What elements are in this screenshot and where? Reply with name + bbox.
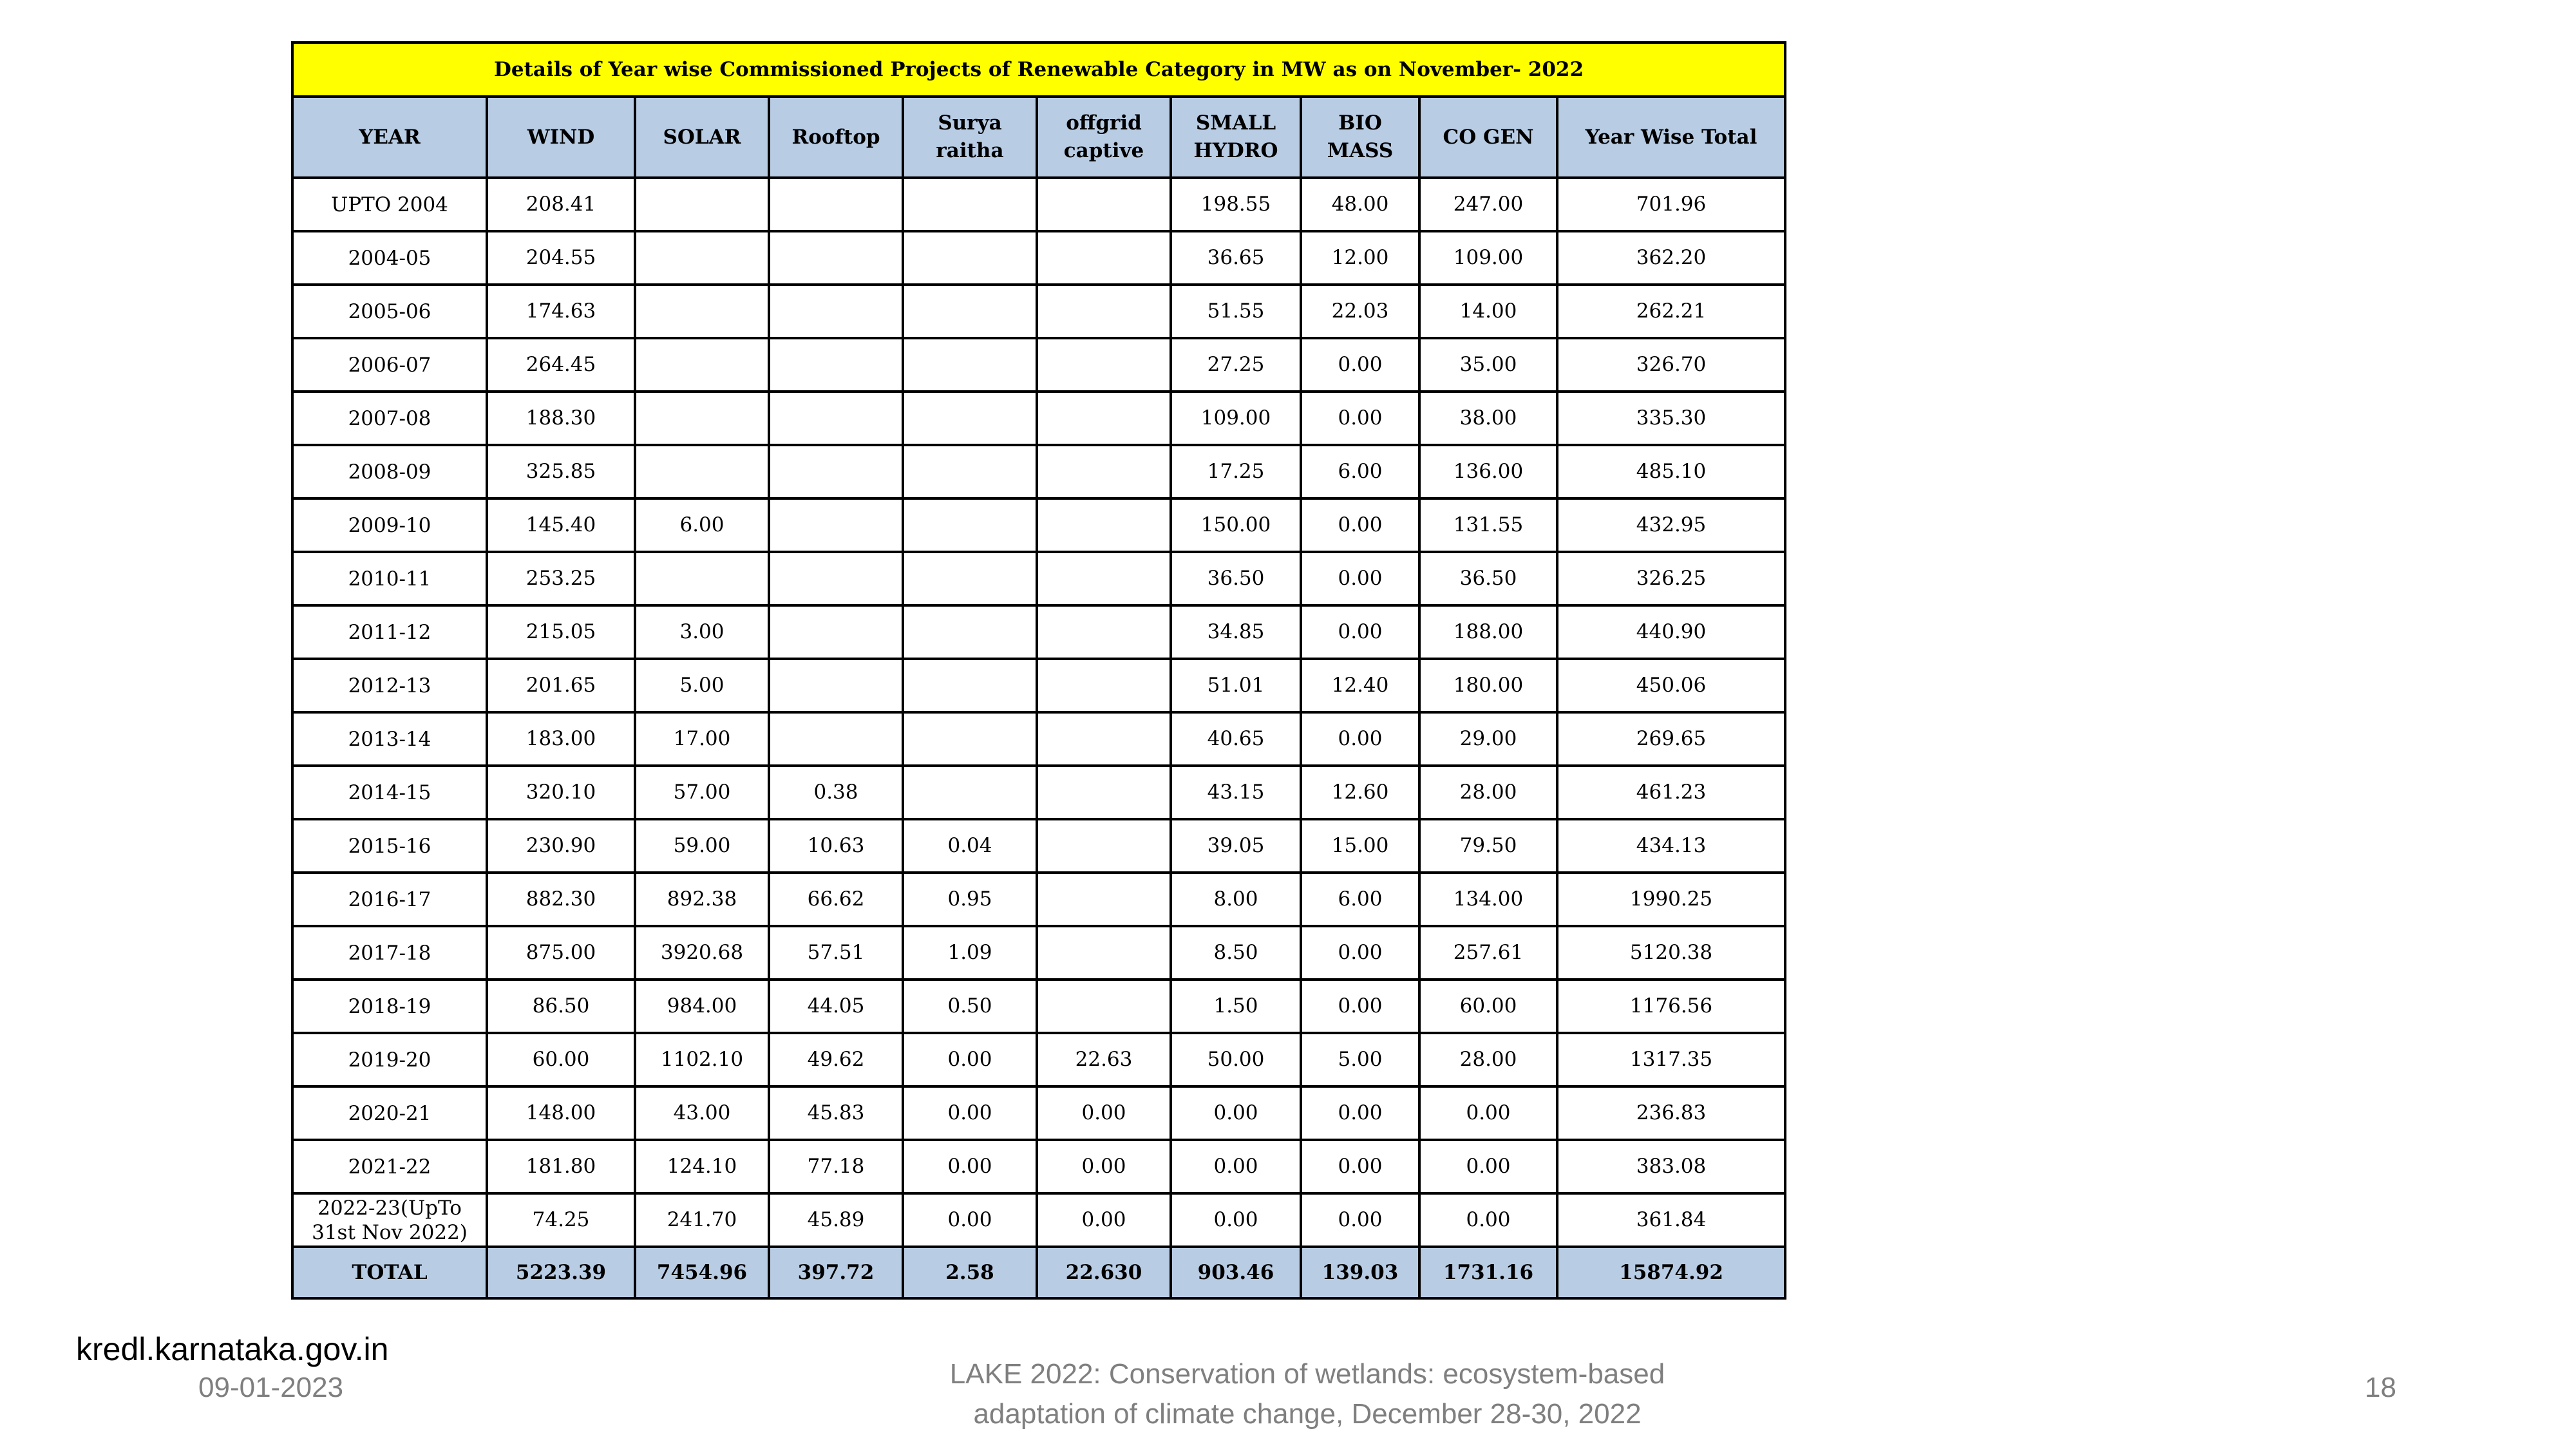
table-cell: 241.70: [635, 1193, 769, 1247]
table-cell: 0.00: [1037, 1140, 1171, 1193]
table-cell: 0.00: [1037, 1193, 1171, 1247]
table-cell: [903, 605, 1037, 659]
table-cell: 0.95: [903, 873, 1037, 926]
table-row: [292, 552, 1785, 605]
renewable-projects-table: [291, 41, 1786, 1300]
table-cell: 0.00: [1419, 1140, 1557, 1193]
table-cell: [769, 605, 903, 659]
table-cell: 257.61: [1419, 926, 1557, 980]
table-cell: 134.00: [1419, 873, 1557, 926]
table-cell: [903, 552, 1037, 605]
table-cell: [1037, 338, 1171, 392]
table-cell: 10.63: [769, 819, 903, 873]
table-cell: [903, 712, 1037, 766]
table-cell: [903, 659, 1037, 712]
table-row: [292, 1033, 1785, 1086]
table-cell: 14.00: [1419, 285, 1557, 338]
table-cell: 36.65: [1171, 231, 1301, 285]
table-row: [292, 873, 1785, 926]
table-cell: 51.55: [1171, 285, 1301, 338]
table-cell: 0.00: [1301, 552, 1419, 605]
table-cell: 181.80: [487, 1140, 635, 1193]
column-header-year-wise-total: Year Wise Total: [1557, 97, 1785, 178]
column-header-year: YEAR: [292, 97, 487, 178]
table-title: Details of Year wise Commissioned Projects of Renewable Category in MW as on November- 2022: [292, 43, 1785, 97]
table-cell: [1037, 819, 1171, 873]
table-cell: 0.00: [1301, 338, 1419, 392]
table-cell: [1037, 498, 1171, 552]
table-cell: 1990.25: [1557, 873, 1785, 926]
table-cell: 0.50: [903, 980, 1037, 1033]
year-cell: 2006-07: [292, 338, 487, 392]
table-cell: 335.30: [1557, 392, 1785, 445]
column-header-bio-mass: BIO MASS: [1301, 97, 1419, 178]
table-cell: 882.30: [487, 873, 635, 926]
table-cell: 201.65: [487, 659, 635, 712]
table-cell: 6.00: [1301, 873, 1419, 926]
table-cell: [903, 338, 1037, 392]
year-cell: 2009-10: [292, 498, 487, 552]
table-cell: 5.00: [635, 659, 769, 712]
table-cell: 12.40: [1301, 659, 1419, 712]
table-cell: 45.89: [769, 1193, 903, 1247]
table-cell: 440.90: [1557, 605, 1785, 659]
table-cell: 262.21: [1557, 285, 1785, 338]
table-cell: 198.55: [1171, 178, 1301, 231]
table-cell: [903, 392, 1037, 445]
table-cell: 0.00: [1301, 1193, 1419, 1247]
year-cell: 2008-09: [292, 445, 487, 498]
table-cell: 0.00: [1301, 498, 1419, 552]
table-cell: [1037, 766, 1171, 819]
table-cell: 0.00: [903, 1086, 1037, 1140]
table-cell: 60.00: [487, 1033, 635, 1086]
table-cell: [769, 178, 903, 231]
table-cell: 361.84: [1557, 1193, 1785, 1247]
table-cell: [769, 712, 903, 766]
total-row: [292, 1247, 1785, 1298]
table-cell: 0.00: [903, 1033, 1037, 1086]
table-cell: 383.08: [1557, 1140, 1785, 1193]
table-cell: 0.00: [1301, 1140, 1419, 1193]
total-cell: 397.72: [769, 1247, 903, 1298]
table-cell: [903, 231, 1037, 285]
year-cell: 2011-12: [292, 605, 487, 659]
table-cell: 36.50: [1171, 552, 1301, 605]
table-cell: 236.83: [1557, 1086, 1785, 1140]
table-cell: 434.13: [1557, 819, 1785, 873]
table-row: [292, 766, 1785, 819]
table-row: [292, 338, 1785, 392]
table-cell: 148.00: [487, 1086, 635, 1140]
table-cell: [635, 445, 769, 498]
table-cell: 215.05: [487, 605, 635, 659]
table-cell: 0.00: [1301, 392, 1419, 445]
table-cell: [1037, 445, 1171, 498]
table-cell: 17.25: [1171, 445, 1301, 498]
page-number: 18: [2365, 1372, 2396, 1403]
table-cell: 326.70: [1557, 338, 1785, 392]
column-header-offgrid-captive: offgrid captive: [1037, 97, 1171, 178]
table-row: [292, 178, 1785, 231]
table-cell: [1037, 980, 1171, 1033]
footer-caption: LAKE 2022: Conservation of wetlands: ecosystem-based adaptation of climate change, December 28-30, 2022: [949, 1358, 1665, 1430]
year-cell: 2019-20: [292, 1033, 487, 1086]
table-cell: 0.00: [903, 1140, 1037, 1193]
table-cell: 0.00: [1037, 1086, 1171, 1140]
table-cell: 5120.38: [1557, 926, 1785, 980]
slide-date: 09-01-2023: [198, 1372, 344, 1403]
table-cell: [769, 231, 903, 285]
total-cell: 22.630: [1037, 1247, 1171, 1298]
table-cell: 0.38: [769, 766, 903, 819]
table-cell: 12.00: [1301, 231, 1419, 285]
table-cell: 51.01: [1171, 659, 1301, 712]
table-cell: 0.00: [1171, 1140, 1301, 1193]
table-cell: 35.00: [1419, 338, 1557, 392]
table-cell: 8.00: [1171, 873, 1301, 926]
table-cell: 264.45: [487, 338, 635, 392]
renewable-projects-table-container: [291, 41, 1784, 1300]
table-cell: 1102.10: [635, 1033, 769, 1086]
table-cell: 59.00: [635, 819, 769, 873]
table-cell: 86.50: [487, 980, 635, 1033]
table-cell: [1037, 659, 1171, 712]
table-cell: 43.00: [635, 1086, 769, 1140]
table-row: [292, 605, 1785, 659]
table-cell: 27.25: [1171, 338, 1301, 392]
table-cell: [1037, 605, 1171, 659]
table-cell: 57.00: [635, 766, 769, 819]
year-cell: 2021-22: [292, 1140, 487, 1193]
total-cell: 2.58: [903, 1247, 1037, 1298]
table-cell: 3.00: [635, 605, 769, 659]
column-header-surya-raitha: Surya raitha: [903, 97, 1037, 178]
table-cell: 34.85: [1171, 605, 1301, 659]
table-cell: 320.10: [487, 766, 635, 819]
table-cell: 3920.68: [635, 926, 769, 980]
table-cell: [635, 392, 769, 445]
table-cell: 74.25: [487, 1193, 635, 1247]
table-cell: [635, 231, 769, 285]
column-header-wind: WIND: [487, 97, 635, 178]
table-cell: [769, 338, 903, 392]
table-cell: 326.25: [1557, 552, 1785, 605]
table-cell: [635, 338, 769, 392]
total-cell: 7454.96: [635, 1247, 769, 1298]
table-cell: 8.50: [1171, 926, 1301, 980]
table-cell: 49.62: [769, 1033, 903, 1086]
total-cell: 903.46: [1171, 1247, 1301, 1298]
year-cell: 2014-15: [292, 766, 487, 819]
table-row: [292, 1086, 1785, 1140]
year-cell: 2022-23(UpTo 31st Nov 2022): [292, 1193, 487, 1247]
table-cell: 204.55: [487, 231, 635, 285]
table-cell: 60.00: [1419, 980, 1557, 1033]
table-cell: 6.00: [1301, 445, 1419, 498]
total-cell: 139.03: [1301, 1247, 1419, 1298]
table-cell: [903, 285, 1037, 338]
table-cell: 183.00: [487, 712, 635, 766]
table-cell: 6.00: [635, 498, 769, 552]
total-cell: TOTAL: [292, 1247, 487, 1298]
table-cell: 188.00: [1419, 605, 1557, 659]
table-cell: 432.95: [1557, 498, 1785, 552]
table-cell: 247.00: [1419, 178, 1557, 231]
table-cell: 0.00: [1301, 712, 1419, 766]
year-cell: 2018-19: [292, 980, 487, 1033]
total-cell: 5223.39: [487, 1247, 635, 1298]
table-cell: 362.20: [1557, 231, 1785, 285]
table-cell: [1037, 285, 1171, 338]
column-header-solar: SOLAR: [635, 97, 769, 178]
table-row: [292, 1140, 1785, 1193]
total-cell: 1731.16: [1419, 1247, 1557, 1298]
table-cell: [903, 178, 1037, 231]
table-cell: 39.05: [1171, 819, 1301, 873]
total-cell: 15874.92: [1557, 1247, 1785, 1298]
table-cell: [769, 392, 903, 445]
table-cell: 79.50: [1419, 819, 1557, 873]
table-cell: 40.65: [1171, 712, 1301, 766]
column-header-rooftop: Rooftop: [769, 97, 903, 178]
year-cell: 2012-13: [292, 659, 487, 712]
table-cell: 28.00: [1419, 766, 1557, 819]
table-cell: 208.41: [487, 178, 635, 231]
table-cell: 124.10: [635, 1140, 769, 1193]
table-cell: 0.00: [1301, 1086, 1419, 1140]
table-cell: [903, 445, 1037, 498]
table-cell: [1037, 392, 1171, 445]
table-cell: [1037, 552, 1171, 605]
table-cell: 269.65: [1557, 712, 1785, 766]
header-row: [292, 97, 1785, 178]
table-cell: 485.10: [1557, 445, 1785, 498]
table-cell: [903, 766, 1037, 819]
table-cell: 22.03: [1301, 285, 1419, 338]
table-cell: 12.60: [1301, 766, 1419, 819]
table-row: [292, 231, 1785, 285]
website-url: kredl.karnataka.gov.in: [76, 1331, 389, 1367]
table-cell: 17.00: [635, 712, 769, 766]
table-cell: 701.96: [1557, 178, 1785, 231]
table-cell: [1037, 873, 1171, 926]
table-cell: 1.50: [1171, 980, 1301, 1033]
table-cell: 0.00: [1301, 926, 1419, 980]
column-header-small-hydro: SMALL HYDRO: [1171, 97, 1301, 178]
table-cell: 48.00: [1301, 178, 1419, 231]
table-cell: 984.00: [635, 980, 769, 1033]
table-cell: 77.18: [769, 1140, 903, 1193]
table-body: [292, 178, 1785, 1247]
table-row: [292, 926, 1785, 980]
table-cell: 1176.56: [1557, 980, 1785, 1033]
table-cell: 0.00: [1419, 1086, 1557, 1140]
year-cell: UPTO 2004: [292, 178, 487, 231]
table-cell: [635, 178, 769, 231]
table-cell: 230.90: [487, 819, 635, 873]
table-cell: 0.00: [1171, 1086, 1301, 1140]
table-cell: 1.09: [903, 926, 1037, 980]
table-cell: 180.00: [1419, 659, 1557, 712]
table-cell: 44.05: [769, 980, 903, 1033]
table-cell: 28.00: [1419, 1033, 1557, 1086]
table-cell: 0.00: [903, 1193, 1037, 1247]
table-cell: [769, 552, 903, 605]
table-cell: 36.50: [1419, 552, 1557, 605]
table-cell: 325.85: [487, 445, 635, 498]
table-cell: [1037, 231, 1171, 285]
table-cell: 57.51: [769, 926, 903, 980]
table-cell: [769, 659, 903, 712]
year-cell: 2016-17: [292, 873, 487, 926]
year-cell: 2020-21: [292, 1086, 487, 1140]
table-cell: [1037, 178, 1171, 231]
table-cell: 461.23: [1557, 766, 1785, 819]
year-cell: 2010-11: [292, 552, 487, 605]
table-cell: 0.04: [903, 819, 1037, 873]
table-cell: 0.00: [1301, 605, 1419, 659]
table-cell: [635, 285, 769, 338]
table-cell: [903, 498, 1037, 552]
table-cell: [769, 498, 903, 552]
table-cell: 875.00: [487, 926, 635, 980]
table-cell: 15.00: [1301, 819, 1419, 873]
table-cell: 145.40: [487, 498, 635, 552]
table-cell: 45.83: [769, 1086, 903, 1140]
table-cell: 1317.35: [1557, 1033, 1785, 1086]
table-cell: 43.15: [1171, 766, 1301, 819]
table-cell: 0.00: [1419, 1193, 1557, 1247]
table-cell: 22.63: [1037, 1033, 1171, 1086]
table-row: [292, 1193, 1785, 1247]
table-cell: 174.63: [487, 285, 635, 338]
table-cell: 5.00: [1301, 1033, 1419, 1086]
year-cell: 2017-18: [292, 926, 487, 980]
table-cell: 188.30: [487, 392, 635, 445]
table-cell: 0.00: [1301, 980, 1419, 1033]
table-cell: 50.00: [1171, 1033, 1301, 1086]
table-row: [292, 445, 1785, 498]
year-cell: 2013-14: [292, 712, 487, 766]
table-row: [292, 980, 1785, 1033]
year-cell: 2015-16: [292, 819, 487, 873]
table-cell: [1037, 712, 1171, 766]
table-cell: 0.00: [1171, 1193, 1301, 1247]
table-row: [292, 498, 1785, 552]
table-cell: 131.55: [1419, 498, 1557, 552]
year-cell: 2004-05: [292, 231, 487, 285]
table-cell: [769, 445, 903, 498]
table-cell: [635, 552, 769, 605]
table-cell: 109.00: [1419, 231, 1557, 285]
table-cell: 109.00: [1171, 392, 1301, 445]
column-header-co-gen: CO GEN: [1419, 97, 1557, 178]
table-row: [292, 819, 1785, 873]
table-cell: 136.00: [1419, 445, 1557, 498]
table-row: [292, 285, 1785, 338]
table-row: [292, 392, 1785, 445]
table-cell: 150.00: [1171, 498, 1301, 552]
table-row: [292, 712, 1785, 766]
year-cell: 2005-06: [292, 285, 487, 338]
table-cell: 253.25: [487, 552, 635, 605]
table-cell: 66.62: [769, 873, 903, 926]
table-cell: 892.38: [635, 873, 769, 926]
table-cell: 29.00: [1419, 712, 1557, 766]
year-cell: 2007-08: [292, 392, 487, 445]
table-cell: [1037, 926, 1171, 980]
table-cell: [769, 285, 903, 338]
table-cell: 38.00: [1419, 392, 1557, 445]
table-cell: 450.06: [1557, 659, 1785, 712]
table-row: [292, 659, 1785, 712]
